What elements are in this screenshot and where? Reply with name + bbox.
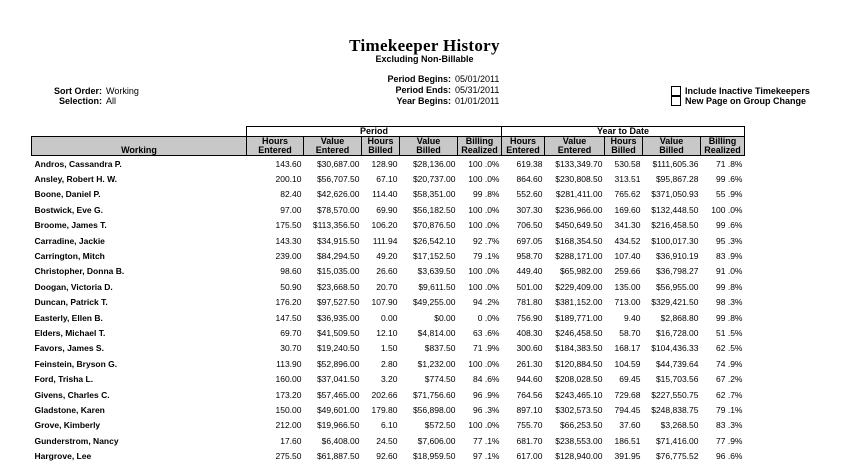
timekeeper-name: Gunderstrom, Nancy	[34, 435, 119, 446]
table-cell: 173.20	[275, 389, 302, 400]
new-page-label: New Page on Group Change	[685, 96, 807, 106]
table-cell: 92 .7%	[473, 235, 500, 246]
table-cell: 713.00	[614, 297, 641, 308]
table-cell: $236,966.00	[555, 204, 603, 215]
include-inactive-option[interactable]	[671, 86, 810, 96]
sort-order-label: Sort Order:	[53, 86, 102, 96]
table-cell: $56,955.00	[655, 281, 699, 292]
table-cell: 100 .0%	[468, 266, 500, 277]
table-cell: 83 .9%	[716, 251, 743, 262]
table-cell: 55 .9%	[716, 189, 743, 200]
table-cell: 63 .6%	[473, 327, 500, 338]
table-cell: 341.30	[614, 220, 641, 231]
table-cell: 71 .9%	[473, 343, 500, 354]
table-cell: 96 .9%	[473, 389, 500, 400]
table-cell: 77 .9%	[716, 435, 743, 446]
group-header-row	[32, 127, 745, 137]
table-cell: $17,152.50	[412, 251, 456, 262]
timekeeper-name: Bostwick, Eve G.	[34, 204, 103, 215]
table-cell: 186.51	[614, 435, 641, 446]
table-cell: $70,876.50	[412, 220, 456, 231]
table-cell: 100 .0%	[468, 204, 500, 215]
table-cell: 51 .5%	[716, 327, 743, 338]
timekeeper-name: Feinstein, Bryson G.	[34, 358, 118, 369]
table-body	[32, 156, 745, 464]
table-cell: 501.00	[516, 281, 543, 292]
timekeeper-name: Givens, Charles C.	[34, 389, 110, 400]
table-cell: $28,136.00	[412, 158, 456, 169]
table-cell: 83 .3%	[716, 420, 743, 431]
table-cell: 100 .0%	[468, 174, 500, 185]
table-cell: $30,687.00	[316, 158, 360, 169]
table-cell: 114.40	[372, 189, 398, 200]
table-cell: $1,232.00	[417, 358, 456, 369]
timekeeper-name: Carradine, Jackie	[34, 235, 105, 246]
table-cell: 97 .1%	[473, 451, 500, 462]
table-cell: $189,771.00	[555, 312, 603, 323]
table-cell: $56,898.00	[412, 404, 456, 415]
table-cell: 729.68	[614, 389, 641, 400]
table-cell: $230,808.50	[555, 174, 603, 185]
table-cell: 169.60	[614, 204, 641, 215]
column-header[interactable]: Hours Entered	[247, 137, 304, 156]
table-row[interactable]	[32, 371, 745, 386]
table-cell: 313.51	[614, 174, 641, 185]
sort-order-value: Working	[106, 86, 139, 96]
table-cell: 99 .6%	[716, 220, 743, 231]
table-cell: $120,884.50	[555, 358, 603, 369]
table-cell: $36,910.19	[655, 251, 699, 262]
timekeeper-name: Hargrove, Lee	[34, 451, 92, 462]
column-header[interactable]: Billing Realized	[458, 137, 502, 156]
table-row[interactable]	[32, 187, 745, 202]
table-cell: 697.05	[516, 235, 543, 246]
table-cell: $95,867.28	[655, 174, 699, 185]
period-begins-value: 05/01/2011	[455, 74, 500, 84]
table-cell: $168,354.50	[555, 235, 603, 246]
column-header[interactable]: Value Entered	[545, 137, 605, 156]
table-cell: $57,465.00	[316, 389, 360, 400]
column-header[interactable]: Hours Billed	[362, 137, 400, 156]
table-row[interactable]	[32, 233, 745, 248]
table-cell: $71,756.60	[412, 389, 456, 400]
table-row[interactable]	[32, 171, 745, 186]
table-cell: $42,626.00	[316, 189, 360, 200]
table-cell: $36,798.27	[655, 266, 699, 277]
column-header-row	[32, 137, 745, 156]
table-cell: $76,775.52	[655, 451, 699, 462]
table-cell: 706.50	[516, 220, 543, 231]
table-cell: $100,017.30	[651, 235, 699, 246]
table-row[interactable]	[32, 156, 745, 172]
table-cell: $302,573.50	[555, 404, 603, 415]
table-cell: 100 .0%	[711, 204, 743, 215]
table-cell: 434.52	[614, 235, 641, 246]
table-cell: 176.20	[275, 297, 302, 308]
table-cell: 98 .3%	[716, 297, 743, 308]
table-cell: 24.50	[376, 435, 398, 446]
table-cell: 179.80	[371, 404, 398, 415]
column-header[interactable]: Hours Entered	[502, 137, 545, 156]
timekeeper-name: Gladstone, Karen	[34, 404, 105, 415]
table-cell: 94 .2%	[473, 297, 500, 308]
table-cell: $381,152.00	[555, 297, 603, 308]
table-cell: 111.94	[372, 235, 398, 246]
table-cell: $0.00	[434, 312, 456, 323]
table-cell: 71 .8%	[716, 158, 743, 169]
table-cell: 107.90	[371, 297, 398, 308]
table-cell: $56,707.50	[316, 174, 360, 185]
table-cell: 67 .2%	[716, 374, 743, 385]
group-period: Period	[247, 127, 502, 137]
table-cell: $9,611.50	[418, 281, 456, 292]
table-cell: $66,253.50	[559, 420, 603, 431]
table-cell: $371,050.93	[651, 189, 699, 200]
table-cell: $132,448.50	[651, 204, 699, 215]
timekeeper-name: Easterly, Ellen B.	[34, 312, 103, 323]
table-cell: $128,940.00	[555, 451, 603, 462]
table-cell: $243,465.10	[555, 389, 603, 400]
table-cell: 82.40	[280, 189, 302, 200]
table-cell: 96 .6%	[716, 451, 743, 462]
new-page-checkbox[interactable]	[671, 96, 681, 106]
table-cell: $44,739.64	[655, 358, 699, 369]
table-cell: 259.66	[614, 266, 641, 277]
table-cell: 99 .6%	[716, 174, 743, 185]
table-cell: 764.56	[516, 389, 543, 400]
table-cell: 26.60	[376, 266, 398, 277]
table-cell: 143.60	[275, 158, 302, 169]
timekeeper-name: Carrington, Mitch	[34, 251, 105, 262]
table-cell: 96 .3%	[473, 404, 500, 415]
table-cell: 106.20	[371, 220, 398, 231]
table-cell: 49.20	[376, 251, 398, 262]
table-cell: 58.70	[619, 327, 641, 338]
table-cell: $248,838.75	[651, 404, 699, 415]
table-cell: $84,294.50	[316, 251, 360, 262]
table-cell: $34,915.50	[316, 235, 360, 246]
table-row[interactable]	[32, 325, 745, 340]
table-cell: 756.90	[516, 312, 543, 323]
table-row[interactable]	[32, 356, 745, 371]
table-cell: 128.90	[371, 158, 398, 169]
table-cell: 95 .3%	[716, 235, 743, 246]
year-begins	[380, 96, 499, 106]
table-cell: 1.50	[380, 343, 398, 354]
include-inactive-checkbox[interactable]	[671, 86, 681, 96]
table-cell: 62 .5%	[716, 343, 743, 354]
table-cell: $281,411.00	[555, 189, 603, 200]
table-cell: 617.00	[516, 451, 543, 462]
table-cell: 97.00	[280, 204, 302, 215]
year-begins-label: Year Begins:	[396, 96, 451, 106]
timekeeper-name: Ansley, Robert H. W.	[34, 174, 117, 185]
timekeeper-name: Christopher, Donna B.	[34, 266, 125, 277]
table-row[interactable]	[32, 418, 745, 433]
table-cell: $774.50	[424, 374, 456, 385]
table-cell: $6,408.00	[321, 435, 360, 446]
table-cell: 99 .8%	[473, 189, 500, 200]
table-cell: 69.45	[619, 374, 641, 385]
table-cell: 958.70	[516, 251, 543, 262]
table-cell: 67.10	[376, 174, 398, 185]
table-cell: 864.60	[516, 174, 543, 185]
timekeeper-name: Broome, James T.	[34, 220, 107, 231]
table-row[interactable]	[32, 448, 745, 463]
table-cell: 168.17	[614, 343, 641, 354]
timekeeper-name: Doogan, Victoria D.	[34, 281, 113, 292]
table-cell: $37,041.50	[316, 374, 360, 385]
table-cell: 200.10	[275, 174, 302, 185]
table-cell: 0.00	[380, 312, 398, 323]
table-cell: $288,171.00	[555, 251, 603, 262]
table-cell: 2.80	[380, 358, 398, 369]
table-cell: 150.00	[275, 404, 302, 415]
table-cell: $227,550.75	[651, 389, 699, 400]
column-header[interactable]: Value Billed	[643, 137, 701, 156]
selection	[45, 96, 116, 106]
new-page-option[interactable]	[671, 96, 806, 106]
timekeeper-name: Grove, Kimberly	[34, 420, 101, 431]
table-cell: 160.00	[275, 374, 302, 385]
table-cell: $246,458.50	[555, 327, 603, 338]
column-header[interactable]: Value Entered	[304, 137, 362, 156]
table-cell: 37.60	[619, 420, 641, 431]
table-cell: $111,605.36	[652, 158, 699, 169]
selection-label: Selection:	[58, 96, 102, 106]
table-cell: 17.60	[280, 435, 302, 446]
table-cell: 175.50	[275, 220, 302, 231]
table-cell: 261.30	[516, 358, 543, 369]
table-cell: 100 .0%	[468, 420, 500, 431]
table-cell: 781.80	[516, 297, 543, 308]
selection-value: All	[106, 96, 117, 106]
table-cell: $216,458.50	[651, 220, 699, 231]
table-cell: 91 .0%	[716, 266, 743, 277]
table-cell: 100 .0%	[468, 220, 500, 231]
table-cell: 69.70	[280, 327, 302, 338]
table-cell: 794.45	[614, 404, 641, 415]
table-cell: 755.70	[516, 420, 543, 431]
table-cell: $23,668.50	[316, 281, 360, 292]
timekeeper-name: Boone, Daniel P.	[34, 189, 101, 200]
table-cell: $36,935.00	[316, 312, 360, 323]
column-header[interactable]: Billing Realized	[701, 137, 745, 156]
table-row[interactable]	[32, 279, 745, 294]
table-cell: 3.20	[380, 374, 398, 385]
column-header[interactable]: Value Billed	[400, 137, 458, 156]
table-cell: $2,868.80	[660, 312, 699, 323]
period-ends-label: Period Ends:	[395, 85, 451, 95]
table-cell: 0 .0%	[477, 312, 500, 323]
table-cell: 99 .8%	[716, 312, 743, 323]
table-row[interactable]	[32, 387, 745, 402]
table-cell: $41,509.50	[316, 327, 360, 338]
timekeeper-name: Favors, James S.	[34, 343, 104, 354]
table-row[interactable]	[32, 264, 745, 279]
table-cell: $18,959.50	[412, 451, 456, 462]
timekeeper-name: Elders, Michael T.	[34, 327, 106, 338]
table-cell: 212.00	[275, 420, 302, 431]
table-cell: 147.50	[275, 312, 302, 323]
period-begins	[380, 74, 499, 84]
table-row[interactable]	[32, 202, 745, 217]
table-cell: $184,383.50	[555, 343, 603, 354]
table-cell: $52,896.00	[316, 358, 360, 369]
table-cell: 307.30	[516, 204, 543, 215]
table-cell: $26,542.10	[412, 235, 456, 246]
table-cell: 391.95	[614, 451, 641, 462]
table-cell: 12.10	[376, 327, 398, 338]
include-inactive-label: Include Inactive Timekeepers	[685, 86, 810, 96]
table-cell: 552.60	[516, 189, 543, 200]
table-cell: 77 .1%	[473, 435, 500, 446]
table-cell: 104.59	[614, 358, 641, 369]
table-cell: 9.40	[623, 312, 641, 323]
table-cell: $837.50	[424, 343, 456, 354]
table-row[interactable]	[32, 248, 745, 263]
table-cell: 30.70	[280, 343, 302, 354]
table-cell: 944.60	[516, 374, 543, 385]
report-subtitle: Excluding Non-Billable	[375, 54, 474, 64]
table-cell: $15,035.00	[316, 266, 360, 277]
table-cell: $49,601.00	[316, 404, 360, 415]
table-cell: 92.60	[376, 451, 398, 462]
table-cell: $16,728.00	[655, 327, 699, 338]
group-ytd: Year to Date	[502, 127, 745, 137]
table-cell: 765.62	[614, 189, 641, 200]
table-cell: 100 .0%	[468, 158, 500, 169]
timekeeper-name: Ford, Trisha L.	[34, 374, 94, 385]
table-cell: $329,421.50	[651, 297, 699, 308]
table-row[interactable]	[32, 218, 745, 233]
column-header-working[interactable]: Working	[32, 137, 247, 156]
column-header[interactable]: Hours Billed	[605, 137, 643, 156]
table-cell: $229,409.00	[555, 281, 603, 292]
table-cell: 6.10	[380, 420, 398, 431]
table-cell: 20.70	[376, 281, 398, 292]
table-cell: $19,240.50	[316, 343, 360, 354]
table-cell: 79 .1%	[473, 251, 500, 262]
table-cell: 135.00	[614, 281, 641, 292]
table-cell: 275.50	[275, 451, 302, 462]
table-cell: $4,814.00	[417, 327, 456, 338]
table-row[interactable]	[32, 341, 745, 356]
table-cell: $65,982.00	[559, 266, 603, 277]
period-begins-label: Period Begins:	[387, 74, 451, 84]
table-cell: 113.90	[276, 358, 302, 369]
table-cell: 79 .1%	[716, 404, 743, 415]
table-cell: 619.38	[516, 158, 543, 169]
table-cell: 100 .0%	[468, 358, 500, 369]
table-cell: $78,570.00	[316, 204, 360, 215]
period-ends-value: 05/31/2011	[455, 85, 500, 95]
report-title: Timekeeper History	[349, 36, 500, 55]
table-cell: 408.30	[516, 327, 543, 338]
table-cell: $97,527.50	[316, 297, 360, 308]
year-begins-value: 01/01/2011	[455, 96, 500, 106]
table-cell: $3,639.50	[417, 266, 456, 277]
table-cell: $19,966.50	[316, 420, 360, 431]
table-row[interactable]	[32, 402, 745, 417]
table-cell: $572.50	[424, 420, 456, 431]
table-cell: 202.66	[371, 389, 398, 400]
table-cell: $58,351.00	[412, 189, 456, 200]
table-row[interactable]	[32, 295, 745, 310]
table-cell: 239.00	[275, 251, 302, 262]
table-cell: 62 .7%	[716, 389, 743, 400]
table-cell: 530.58	[614, 158, 641, 169]
table-cell: 897.10	[516, 404, 543, 415]
table-cell: 107.40	[614, 251, 641, 262]
table-cell: $208,028.50	[555, 374, 603, 385]
table-cell: $113,356.50	[312, 220, 360, 231]
table-cell: $49,255.00	[412, 297, 456, 308]
table-cell: 99 .8%	[716, 281, 743, 292]
group-spacer	[32, 127, 247, 137]
table-cell: 100 .0%	[468, 281, 500, 292]
timekeeper-name: Andros, Cassandra P.	[34, 158, 122, 169]
timekeeper-name: Duncan, Patrick T.	[34, 297, 108, 308]
table-cell: 98.60	[280, 266, 302, 277]
table-cell: 69.90	[376, 204, 398, 215]
timekeeper-table	[31, 126, 745, 464]
table-row[interactable]	[32, 433, 745, 448]
period-ends	[380, 85, 499, 95]
table-cell: $7,606.00	[417, 435, 456, 446]
table-cell: 74 .9%	[716, 358, 743, 369]
table-cell: 84 .6%	[473, 374, 500, 385]
table-cell: 143.30	[275, 235, 302, 246]
table-cell: 449.40	[516, 266, 543, 277]
table-cell: $3,268.50	[660, 420, 699, 431]
table-cell: $71,416.00	[655, 435, 699, 446]
table-cell: $20,737.00	[412, 174, 456, 185]
table-cell: $61,887.50	[316, 451, 360, 462]
table-cell: $450,649.50	[555, 220, 603, 231]
table-cell: 50.90	[280, 281, 302, 292]
table-cell: $238,553.00	[555, 435, 603, 446]
table-cell: 681.70	[516, 435, 543, 446]
table-cell: $56,182.50	[412, 204, 456, 215]
table-row[interactable]	[32, 310, 745, 325]
table-cell: $15,703.56	[655, 374, 699, 385]
table-cell: $104,436.33	[651, 343, 699, 354]
sort-order	[45, 86, 139, 96]
table-cell: 300.60	[516, 343, 543, 354]
table-cell: $133,349.70	[555, 158, 603, 169]
